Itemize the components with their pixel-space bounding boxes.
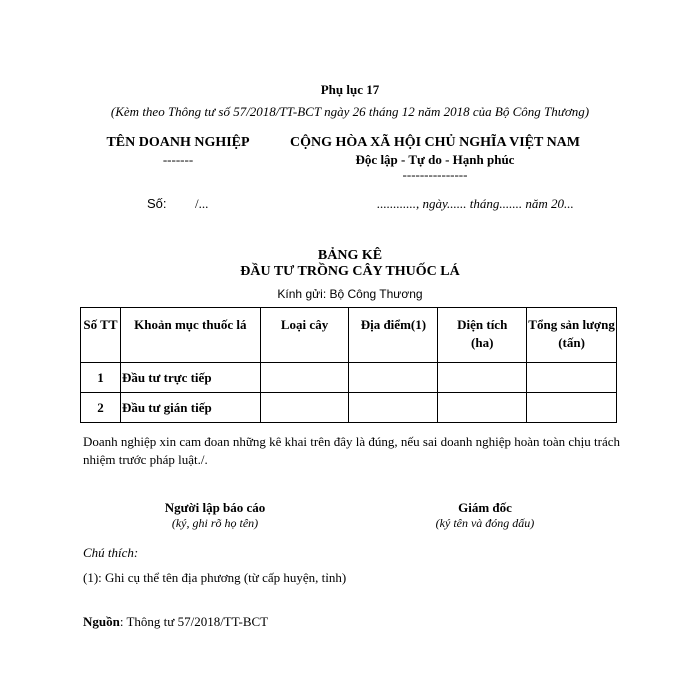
company-name: TÊN DOANH NGHIỆP <box>106 135 250 150</box>
doc-number-label: Số: <box>147 196 167 211</box>
source-line <box>83 614 268 630</box>
row-item: Đầu tư gián tiếp <box>120 393 260 423</box>
header-area-label: Diện tích <box>457 317 508 332</box>
row-stt: 2 <box>81 393 121 423</box>
header-output: Tổng sản lượng (tấn) <box>527 308 617 363</box>
doc-number-value: /... <box>195 196 209 211</box>
row-item: Đầu tư trực tiếp <box>120 363 260 393</box>
recipient-line: Kính gửi: Bộ Công Thương <box>277 287 423 301</box>
document-subtitle: ĐẦU TƯ TRỒNG CÂY THUỐC LÁ <box>240 264 460 279</box>
note-item: (1): Ghi cụ thể tên địa phương (từ cấp huyện, tỉnh) <box>83 570 347 585</box>
source-label: Nguồn <box>83 614 120 629</box>
reporter-title: Người lập báo cáo <box>164 500 266 515</box>
table-row <box>81 393 617 423</box>
director-title: Giám đốc <box>458 500 512 515</box>
appendix-title: Phụ lục 17 <box>320 82 380 97</box>
table-header-row <box>81 308 617 363</box>
company-divider: ------- <box>162 152 194 167</box>
row-location <box>349 363 438 393</box>
row-output <box>527 363 617 393</box>
motto-divider: --------------- <box>402 167 468 182</box>
row-location <box>349 393 438 423</box>
republic-title: CỘNG HÒA XÃ HỘI CHỦ NGHĨA VIỆT NAM <box>289 135 580 150</box>
national-motto: Độc lập - Tự do - Hạnh phúc <box>355 152 515 167</box>
note-label: Chú thích: <box>83 545 139 560</box>
investment-table <box>80 307 617 423</box>
table-row <box>81 363 617 393</box>
header-area-unit: (ha) <box>471 335 494 350</box>
header-plant-type: Loại cây <box>260 308 349 363</box>
place-date: ............, ngày...... tháng....... năm 20... <box>377 196 574 211</box>
document-title: BẢNG KÊ <box>317 248 383 263</box>
row-stt: 1 <box>81 363 121 393</box>
header-stt: Số TT <box>81 308 121 363</box>
source-value: : Thông tư 57/2018/TT-BCT <box>119 614 269 629</box>
row-plant-type <box>260 363 349 393</box>
row-area <box>438 363 527 393</box>
appendix-subtitle: (Kèm theo Thông tư số 57/2018/TT-BCT ngày 26 tháng 12 năm 2018 của Bộ Công Thương) <box>110 104 590 119</box>
header-area <box>438 308 527 363</box>
reporter-note: (ký, ghi rõ họ tên) <box>171 516 259 530</box>
director-note: (ký tên và đóng dấu) <box>435 516 535 530</box>
declaration-text: Doanh nghiệp xin cam đoan những kê khai trên đây là đúng, nếu sai doanh nghiệp hoàn toàn chịu trách nhiệm trước pháp luật./. <box>83 434 621 467</box>
row-plant-type <box>260 393 349 423</box>
row-area <box>438 393 527 423</box>
row-output <box>527 393 617 423</box>
header-location: Địa điểm(1) <box>349 308 438 363</box>
header-item: Khoản mục thuốc lá <box>120 308 260 363</box>
